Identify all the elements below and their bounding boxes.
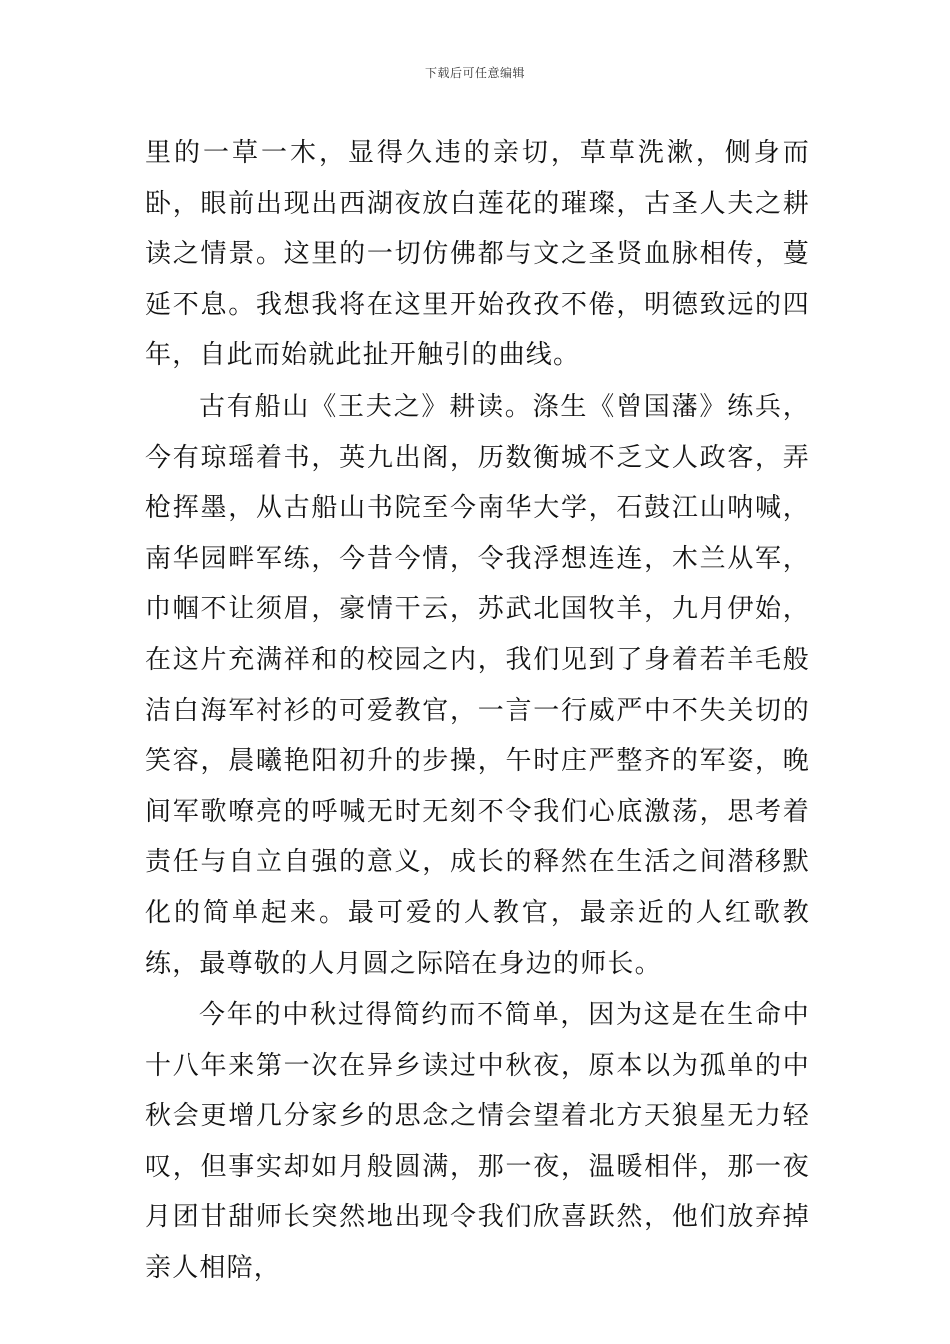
page-header: 下载后可任意编辑 [424,66,525,80]
paragraph-2: 古有船山《王夫之》耕读。涤生《曾国藩》练兵，今有琼瑶着书，英九出阁，历数衡城不乏文人政客，弄枪挥墨，从古船山书院至今南华大学，石鼓江山呐喊，南华园畔军练，今昔今情，令我浮想连连，木兰从军，巾帼不让须眉，豪情干云，苏武北国牧羊，九月伊始，在这片充满祥和的校园之内，我们见到了身着若羊毛般洁白海军衬衫的可爱教官，一言一行威严中不失关切的笑容，晨曦艳阳初升的步操，午时庄严整齐的军姿，晚间军歌嘹亮的呼喊无时无刻不令我们心底激荡，思考着责任与自立自强的意义，成长的释然在生活之间潜移默化的简单起来。最可爱的人教官，最亲近的人红歌教练，最尊敬的人月圆之际陪在身边的师长。 [145,391,810,979]
paragraph-1: 里的一草一木，显得久违的亲切，草草洗漱，侧身而卧，眼前出现出西湖夜放白莲花的璀璨，古圣人夫之耕读之情景。这里的一切仿佛都与文之圣贤血脉相传，蔓延不息。我想我将在这里开始孜孜不倦，明德致远的四年，自此而始就此扯开触引的曲线。 [145,138,810,371]
document-body [145,128,810,1294]
paragraph-3: 今年的中秋过得简约而不简单，因为这是在生命中十八年来第一次在异乡读过中秋夜，原本以为孤单的中秋会更增几分家乡的思念之情会望着北方天狼星无力轻叹，但事实却如月般圆满，那一夜，温暖相伴，那一夜月团甘甜师长突然地出现令我们欣喜跃然，他们放弃掉亲人相陪， [145,1000,810,1284]
